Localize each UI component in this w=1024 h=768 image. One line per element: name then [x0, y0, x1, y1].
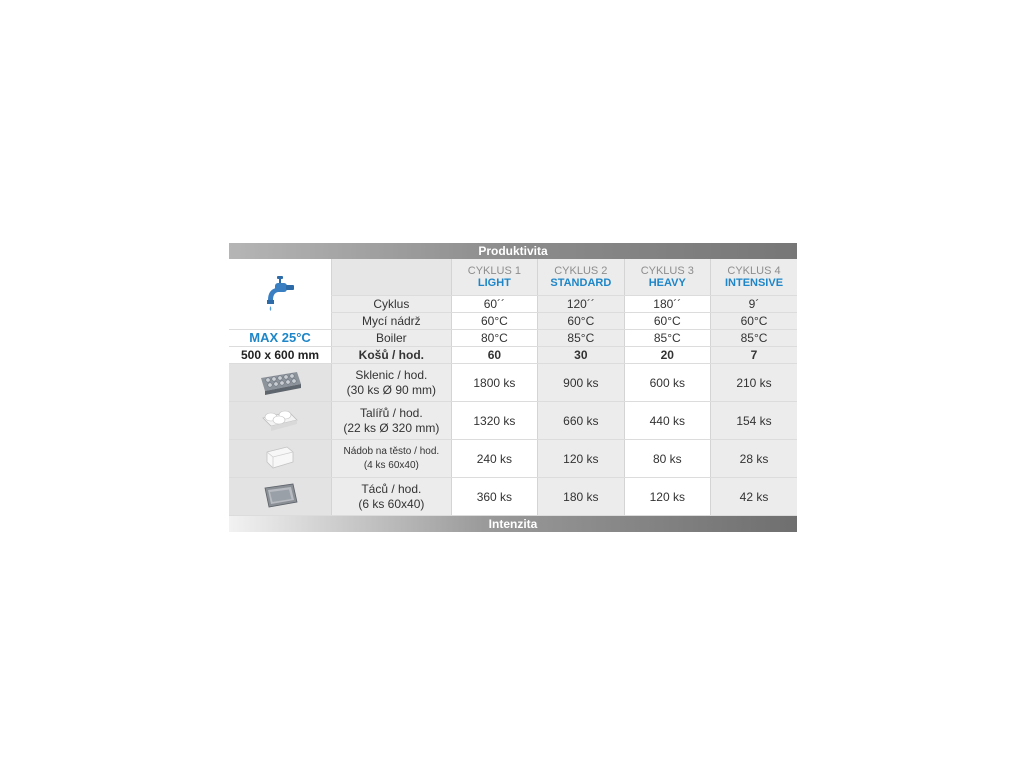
- cell-value: 60°C: [538, 313, 624, 330]
- cell-value: 120´´: [538, 296, 624, 313]
- tap-cell: [229, 259, 332, 330]
- header-blank-cell: [332, 259, 452, 296]
- cell-value: 85°C: [624, 330, 710, 347]
- cycle-4-name: CYKLUS 4: [727, 265, 781, 277]
- baskets-row: [229, 347, 797, 364]
- tray-cell: [229, 478, 332, 516]
- cell-value: 80°C: [451, 330, 537, 347]
- row-label-cell: [332, 402, 452, 440]
- header-band: [229, 243, 797, 259]
- row-label: Cyklus: [332, 296, 452, 313]
- cell-value: 1320 ks: [451, 402, 537, 440]
- tray-icon: [257, 480, 303, 510]
- footer-title: Intenzita: [488, 517, 538, 531]
- water-tap-icon: [262, 274, 298, 314]
- cycle-3-name: CYKLUS 3: [640, 265, 694, 277]
- row-label-line2: (30 ks Ø 90 mm): [346, 382, 437, 397]
- max-temp-label: MAX 25°C: [229, 330, 332, 347]
- plates-row: [229, 402, 797, 440]
- row-label-cell: [332, 478, 452, 516]
- cycle-4-mode: INTENSIVE: [724, 277, 784, 289]
- cycle-1-name: CYKLUS 1: [467, 265, 521, 277]
- cell-value: 30: [538, 347, 624, 364]
- cell-value: 85°C: [711, 330, 797, 347]
- row-label: Košů / hod.: [332, 347, 452, 364]
- cell-value: 80 ks: [624, 440, 710, 478]
- dough-container-cell: [229, 440, 332, 478]
- cell-value: 60°C: [451, 313, 537, 330]
- cell-value: 660 ks: [538, 402, 624, 440]
- row-label-cell: [332, 440, 452, 478]
- header-title: Produktivita: [478, 244, 548, 258]
- footer-band: [229, 516, 797, 532]
- cell-value: 120 ks: [538, 440, 624, 478]
- cell-value: 60: [451, 347, 537, 364]
- glass-rack-icon: [257, 366, 303, 396]
- cell-value: 360 ks: [451, 478, 537, 516]
- cell-value: 440 ks: [624, 402, 710, 440]
- cell-value: 60°C: [624, 313, 710, 330]
- row-label-line1: Nádob na těsto / hod.: [343, 445, 440, 457]
- cell-value: 180 ks: [538, 478, 624, 516]
- basket-size-label: 500 x 600 mm: [229, 347, 332, 364]
- row-label-line1: Sklenic / hod.: [355, 367, 428, 382]
- plates-icon: [257, 404, 303, 434]
- row-label: Mycí nádrž: [332, 313, 452, 330]
- productivity-table-container: [229, 243, 797, 531]
- dough-containers-row: [229, 440, 797, 478]
- row-label-line2: (4 ks 60x40): [363, 459, 419, 471]
- cell-value: 210 ks: [711, 364, 797, 402]
- cell-value: 900 ks: [538, 364, 624, 402]
- cell-value: 240 ks: [451, 440, 537, 478]
- boiler-temp-row: [229, 330, 797, 347]
- cell-value: 20: [624, 347, 710, 364]
- cell-value: 42 ks: [711, 478, 797, 516]
- row-label: Boiler: [332, 330, 452, 347]
- cycle-3-header: [624, 259, 710, 296]
- row-label-line2: (22 ks Ø 320 mm): [343, 420, 440, 435]
- cell-value: 9´: [711, 296, 797, 313]
- cell-value: 7: [711, 347, 797, 364]
- cell-value: 28 ks: [711, 440, 797, 478]
- row-label-line1: Táců / hod.: [361, 481, 422, 496]
- cycle-header-row: [229, 259, 797, 296]
- cell-value: 180´´: [624, 296, 710, 313]
- cycle-4-header: [711, 259, 797, 296]
- row-label-cell: [332, 364, 452, 402]
- cell-value: 600 ks: [624, 364, 710, 402]
- productivity-table: [229, 259, 797, 516]
- cycle-1-header: [451, 259, 537, 296]
- cell-value: 85°C: [538, 330, 624, 347]
- dough-container-icon: [257, 442, 303, 472]
- glasses-row: [229, 364, 797, 402]
- cell-value: 1800 ks: [451, 364, 537, 402]
- cell-value: 154 ks: [711, 402, 797, 440]
- cycle-1-mode: LIGHT: [477, 277, 511, 289]
- cycle-3-mode: HEAVY: [648, 277, 686, 289]
- plates-cell: [229, 402, 332, 440]
- cell-value: 120 ks: [624, 478, 710, 516]
- trays-row: [229, 478, 797, 516]
- row-label-line2: (6 ks 60x40): [358, 496, 425, 511]
- glass-rack-cell: [229, 364, 332, 402]
- row-label-line1: Talířů / hod.: [359, 405, 423, 420]
- cycle-2-header: [538, 259, 624, 296]
- cycle-2-mode: STANDARD: [550, 277, 612, 289]
- cell-value: 60´´: [451, 296, 537, 313]
- cycle-2-name: CYKLUS 2: [554, 265, 608, 277]
- cell-value: 60°C: [711, 313, 797, 330]
